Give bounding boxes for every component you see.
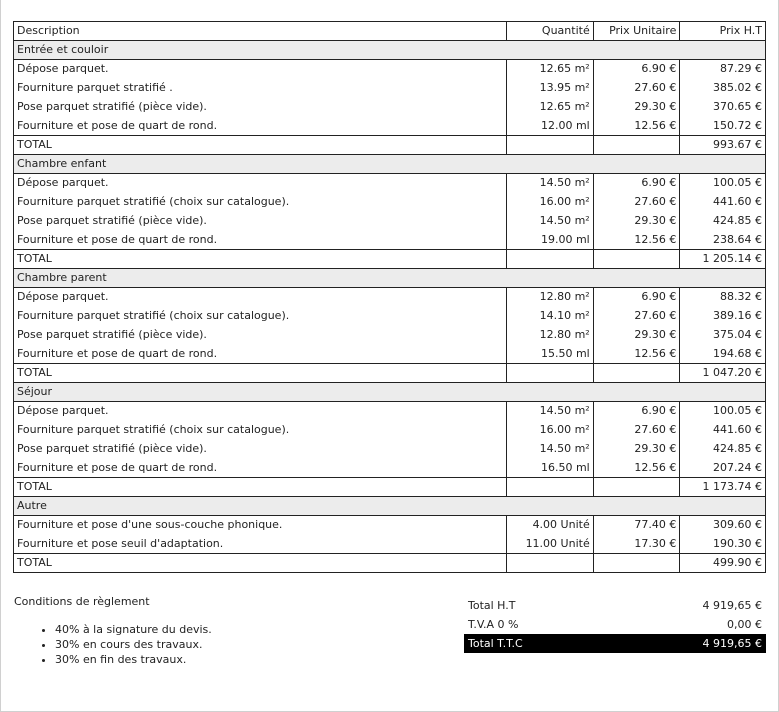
- row-description: Fourniture et pose de quart de rond.: [17, 346, 218, 360]
- table-row: [14, 516, 766, 535]
- row-quantity: 12.80 m²: [507, 288, 594, 307]
- row-unit-price: 77.40 €: [593, 516, 680, 535]
- section-header-row: [14, 41, 766, 60]
- table-row: [14, 440, 766, 459]
- row-unit-price: 12.56 €: [593, 117, 680, 136]
- row-quantity: 12.65 m²: [507, 98, 594, 117]
- row-price-ht: 441.60 €: [680, 421, 766, 440]
- total-value: 1 173.74 €: [680, 478, 766, 497]
- table-row: [14, 117, 766, 136]
- summary-label: T.V.A 0 %: [468, 618, 519, 631]
- row-quantity: 19.00 ml: [507, 231, 594, 250]
- section-title: Chambre parent: [14, 269, 766, 288]
- total-value: 1 205.14 €: [680, 250, 766, 269]
- row-description: Fourniture et pose de quart de rond.: [17, 118, 218, 132]
- row-description: Dépose parquet.: [17, 62, 109, 76]
- table-row: [14, 231, 766, 250]
- row-price-ht: 441.60 €: [680, 193, 766, 212]
- totals-summary: [464, 596, 766, 653]
- section-header-row: [14, 155, 766, 174]
- row-description: Pose parquet stratifié (pièce vide).: [17, 328, 207, 341]
- total-value: 499.90 €: [680, 554, 766, 573]
- section-title: Entrée et couloir: [14, 41, 766, 60]
- total-empty-cell: [593, 554, 680, 573]
- row-price-ht: 309.60 €: [680, 516, 766, 535]
- row-quantity: 16.00 m²: [507, 421, 594, 440]
- table-row: [14, 421, 766, 440]
- row-quantity: 12.80 m²: [507, 326, 594, 345]
- row-price-ht: 385.02 €: [680, 79, 766, 98]
- summary-label: Total T.T.C: [468, 637, 523, 650]
- total-empty-cell: [507, 250, 594, 269]
- table-row: [14, 307, 766, 326]
- row-price-ht: 87.29 €: [680, 60, 766, 79]
- header-quantity: Quantité: [507, 22, 594, 41]
- row-price-ht: 375.04 €: [680, 326, 766, 345]
- row-quantity: 14.50 m²: [507, 212, 594, 231]
- table-row: [14, 326, 766, 345]
- summary-tva: [464, 615, 766, 634]
- total-empty-cell: [507, 364, 594, 383]
- table-row: [14, 174, 766, 193]
- total-empty-cell: [593, 478, 680, 497]
- row-description: Fourniture et pose de quart de rond.: [17, 232, 218, 246]
- row-quantity: 4.00 Unité: [507, 516, 594, 535]
- row-unit-price: 12.56 €: [593, 345, 680, 364]
- row-quantity: 14.50 m²: [507, 174, 594, 193]
- row-price-ht: 100.05 €: [680, 174, 766, 193]
- table-row: [14, 79, 766, 98]
- row-description: Fourniture et pose d'une sous-couche phonique.: [17, 518, 283, 532]
- row-unit-price: 27.60 €: [593, 193, 680, 212]
- total-empty-cell: [593, 364, 680, 383]
- row-quantity: 16.00 m²: [507, 193, 594, 212]
- total-label: TOTAL: [14, 478, 507, 497]
- row-price-ht: 88.32 €: [680, 288, 766, 307]
- row-quantity: 16.50 ml: [507, 459, 594, 478]
- row-description: Fourniture parquet stratifié .: [17, 81, 173, 94]
- row-description: Fourniture et pose seuil d'adaptation.: [17, 536, 224, 550]
- header-unit-price: Prix Unitaire: [593, 22, 680, 41]
- row-unit-price: 29.30 €: [593, 326, 680, 345]
- row-unit-price: 6.90 €: [593, 288, 680, 307]
- section-title: Séjour: [14, 383, 766, 402]
- row-price-ht: 238.64 €: [680, 231, 766, 250]
- row-unit-price: 12.56 €: [593, 231, 680, 250]
- section-title: Chambre enfant: [14, 155, 766, 174]
- row-unit-price: 27.60 €: [593, 79, 680, 98]
- table-row: [14, 345, 766, 364]
- row-description: Fourniture et pose de quart de rond.: [17, 460, 218, 474]
- row-quantity: 12.65 m²: [507, 60, 594, 79]
- total-label: TOTAL: [14, 364, 507, 383]
- section-total-row: [14, 364, 766, 383]
- table-row: [14, 212, 766, 231]
- condition-item: • 40% à la signature du devis.: [55, 622, 212, 637]
- total-empty-cell: [593, 136, 680, 155]
- summary-total-ttc: [464, 634, 766, 653]
- row-description: Dépose parquet.: [17, 404, 109, 418]
- section-total-row: [14, 136, 766, 155]
- row-price-ht: 370.65 €: [680, 98, 766, 117]
- row-quantity: 13.95 m²: [507, 79, 594, 98]
- row-quantity: 12.00 ml: [507, 117, 594, 136]
- summary-value: 0,00 €: [727, 618, 762, 631]
- row-unit-price: 29.30 €: [593, 440, 680, 459]
- row-description: Pose parquet stratifié (pièce vide).: [17, 214, 207, 227]
- condition-item: • 30% en cours des travaux.: [55, 637, 212, 652]
- total-empty-cell: [507, 136, 594, 155]
- row-description: Pose parquet stratifié (pièce vide).: [17, 100, 207, 113]
- row-price-ht: 424.85 €: [680, 440, 766, 459]
- header-price-ht: Prix H.T: [680, 22, 766, 41]
- row-quantity: 14.50 m²: [507, 440, 594, 459]
- section-header-row: [14, 497, 766, 516]
- total-empty-cell: [593, 250, 680, 269]
- section-header-row: [14, 269, 766, 288]
- total-label: TOTAL: [14, 554, 507, 573]
- total-empty-cell: [507, 554, 594, 573]
- row-description: Fourniture parquet stratifié (choix sur catalogue).: [17, 423, 290, 436]
- condition-item: • 30% en fin des travaux.: [55, 652, 212, 667]
- total-empty-cell: [507, 478, 594, 497]
- table-row: [14, 402, 766, 421]
- row-price-ht: 424.85 €: [680, 212, 766, 231]
- total-label: TOTAL: [14, 250, 507, 269]
- row-quantity: 14.50 m²: [507, 402, 594, 421]
- table-row: [14, 459, 766, 478]
- row-price-ht: 190.30 €: [680, 535, 766, 554]
- row-quantity: 11.00 Unité: [507, 535, 594, 554]
- section-header-row: [14, 383, 766, 402]
- row-unit-price: 29.30 €: [593, 212, 680, 231]
- row-description: Pose parquet stratifié (pièce vide).: [17, 442, 207, 455]
- row-description: Dépose parquet.: [17, 290, 109, 304]
- row-price-ht: 389.16 €: [680, 307, 766, 326]
- row-unit-price: 17.30 €: [593, 535, 680, 554]
- summary-value: 4 919,65 €: [702, 599, 762, 612]
- row-unit-price: 29.30 €: [593, 98, 680, 117]
- row-price-ht: 194.68 €: [680, 345, 766, 364]
- summary-label: Total H.T: [468, 599, 516, 612]
- row-quantity: 15.50 ml: [507, 345, 594, 364]
- section-total-row: [14, 554, 766, 573]
- table-row: [14, 288, 766, 307]
- total-value: 993.67 €: [680, 136, 766, 155]
- summary-total-ht: [464, 596, 766, 615]
- header-description: Description: [14, 22, 507, 41]
- payment-conditions: [14, 595, 212, 667]
- row-description: Fourniture parquet stratifié (choix sur catalogue).: [17, 195, 290, 208]
- table-row: [14, 60, 766, 79]
- total-value: 1 047.20 €: [680, 364, 766, 383]
- row-price-ht: 207.24 €: [680, 459, 766, 478]
- section-total-row: [14, 250, 766, 269]
- summary-value: 4 919,65 €: [702, 637, 762, 650]
- table-row: [14, 535, 766, 554]
- quote-table: [13, 21, 766, 573]
- row-description: Dépose parquet.: [17, 176, 109, 190]
- row-unit-price: 6.90 €: [593, 402, 680, 421]
- quote-table-body: [14, 41, 766, 573]
- row-price-ht: 150.72 €: [680, 117, 766, 136]
- table-header-row: [14, 22, 766, 41]
- row-quantity: 14.10 m²: [507, 307, 594, 326]
- row-unit-price: 6.90 €: [593, 60, 680, 79]
- table-row: [14, 98, 766, 117]
- section-total-row: [14, 478, 766, 497]
- section-title: Autre: [14, 497, 766, 516]
- row-description: Fourniture parquet stratifié (choix sur catalogue).: [17, 309, 290, 322]
- table-row: [14, 193, 766, 212]
- total-label: TOTAL: [14, 136, 507, 155]
- conditions-list: [14, 622, 212, 667]
- conditions-title: Conditions de règlement: [14, 595, 150, 608]
- row-unit-price: 27.60 €: [593, 421, 680, 440]
- row-unit-price: 6.90 €: [593, 174, 680, 193]
- row-unit-price: 27.60 €: [593, 307, 680, 326]
- row-price-ht: 100.05 €: [680, 402, 766, 421]
- row-unit-price: 12.56 €: [593, 459, 680, 478]
